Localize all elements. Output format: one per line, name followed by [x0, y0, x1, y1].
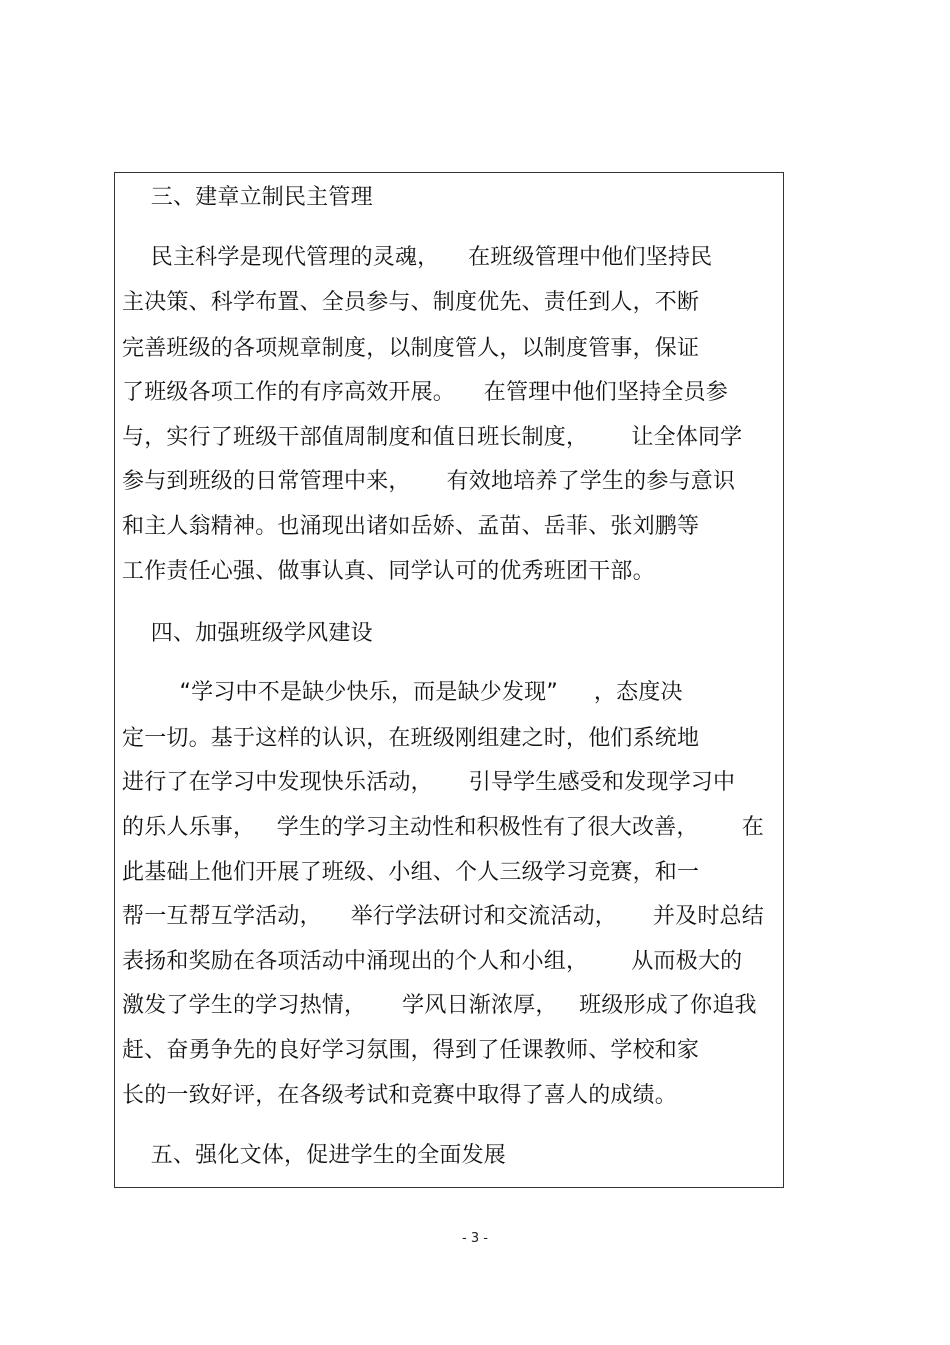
paragraph-line: 与，实行了班级干部值周制度和值日班长制度， 让全体同学: [122, 425, 743, 450]
paragraph-line: 的乐人乐事， 学生的学习主动性和积极性有了很大改善， 在: [122, 815, 764, 840]
paragraph-line: 长的一致好评，在各级考试和竞赛中取得了喜人的成绩。: [122, 1083, 678, 1108]
paragraph-line: 定一切。基于这样的认识，在班级刚组建之时，他们系统地: [122, 726, 700, 751]
paragraph-line: 工作责任心强、做事认真、同学认可的优秀班团干部。: [122, 559, 655, 584]
paragraph-line: 民主科学是现代管理的灵魂， 在班级管理中他们坚持民: [122, 245, 713, 270]
paragraph-line: 参与到班级的日常管理中来， 有效地培养了学生的参与意识: [122, 469, 736, 494]
page-number: - 3 -: [462, 1231, 488, 1246]
section-heading-3: 三、建章立制民主管理: [122, 185, 373, 210]
section-heading-5: 五、强化文体，促进学生的全面发展: [122, 1143, 506, 1168]
section-heading-4: 四、加强班级学风建设: [122, 621, 373, 646]
paragraph-line: 进行了在学习中发现快乐活动， 引导学生感受和发现学习中: [122, 770, 736, 795]
paragraph-line: 此基础上他们开展了班级、小组、个人三级学习竞赛，和一: [122, 860, 700, 885]
paragraph-line: 完善班级的各项规章制度，以制度管人，以制度管事，保证: [122, 336, 700, 361]
paragraph-line: 了班级各项工作的有序高效开展。 在管理中他们坚持全员参: [122, 380, 728, 405]
paragraph-line: 赶、奋勇争先的良好学习氛围，得到了任课教师、学校和家: [122, 1038, 700, 1063]
paragraph-line: 和主人翁精神。也涌现出诸如岳娇、孟苗、岳菲、张刘鹏等: [122, 514, 700, 539]
paragraph-line: 帮一互帮互学活动， 举行学法研讨和交流活动， 并及时总结: [122, 904, 764, 929]
paragraph-line: “学习中不是缺少快乐，而是缺少发现” ，态度决: [122, 680, 683, 705]
paragraph-line: 激发了学生的学习热情， 学风日渐浓厚， 班级形成了你追我: [122, 993, 757, 1018]
paragraph-line: 主决策、科学布置、全员参与、制度优先、责任到人，不断: [122, 290, 700, 315]
paragraph-line: 表扬和奖励在各项活动中涌现出的个人和小组， 从而极大的: [122, 949, 743, 974]
